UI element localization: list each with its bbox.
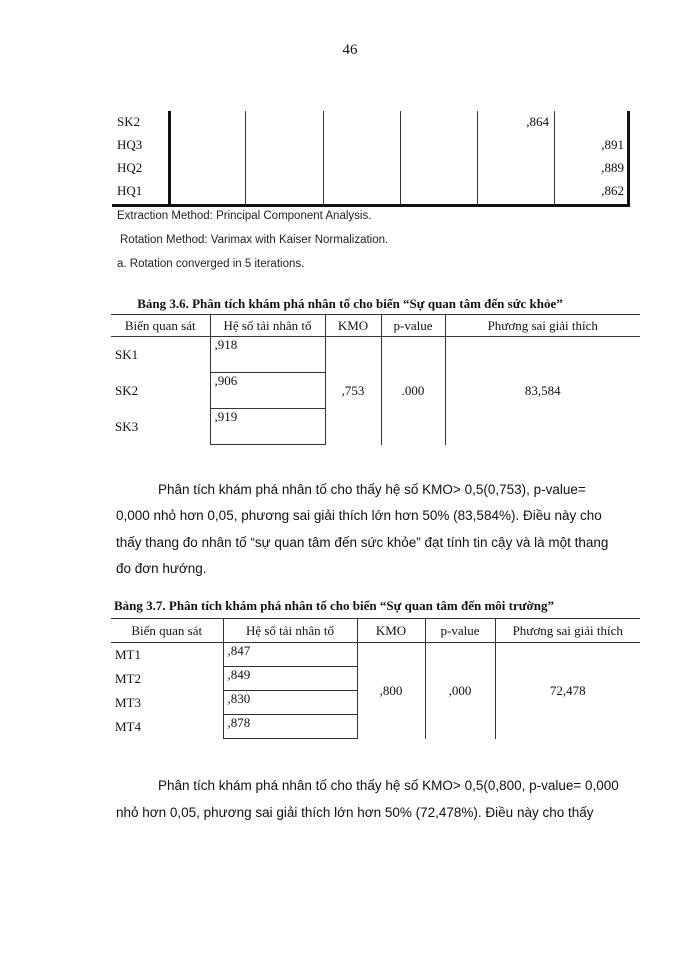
header-variance: Phương sai giải thích (495, 619, 640, 643)
pvalue-cell: ,000 (425, 643, 495, 739)
header-variance: Phương sai giải thích (445, 315, 640, 337)
variance-cell: 72,478 (495, 643, 640, 739)
matrix-gridline (554, 111, 555, 204)
matrix-row-label: HQ3 (117, 137, 143, 152)
paragraph-1-line-3: thấy thang đo nhân tố “sự quan tâm đến sức khỏe” đạt tính tin cậy và là một thang (116, 535, 609, 550)
header-loading: Hệ số tải nhân tố (223, 619, 357, 643)
matrix-value: ,889 (601, 160, 624, 175)
loading-cell: ,906 (210, 373, 325, 409)
extraction-note: Extraction Method: Principal Component Analysis. (117, 210, 372, 222)
header-kmo: KMO (357, 619, 425, 643)
variable-cell: MT1 (115, 646, 141, 662)
page-number: 46 (342, 42, 358, 58)
paragraph-1-line-2: 0,000 nhỏ hơn 0,05, phương sai giải thích lớn hơn 50% (83,584%). Điều này cho (116, 508, 602, 523)
variance-cell: 83,584 (445, 337, 640, 445)
loading-cell: ,830 (223, 691, 357, 715)
matrix-gridline (400, 111, 401, 204)
variable-cell: MT2 (115, 670, 141, 686)
matrix-divider (168, 111, 171, 207)
matrix-value: ,864 (526, 114, 549, 129)
paragraph-2-line-1: Phân tích khám phá nhân tố cho thấy hệ số KMO> 0,5(0,800, p-value= 0,000 (158, 778, 619, 793)
header-variable: Biến quan sát (111, 619, 223, 643)
loading-cell: ,878 (223, 715, 357, 739)
matrix-right-border (627, 111, 630, 207)
matrix-gridline (323, 111, 324, 204)
rotated-component-matrix (112, 111, 630, 207)
converged-note: a. Rotation converged in 5 iterations. (117, 258, 305, 270)
variable-cell: SK2 (115, 382, 139, 398)
matrix-row-label: HQ2 (117, 160, 143, 175)
matrix-row-label: SK2 (117, 114, 141, 129)
variable-cell: MT4 (115, 718, 141, 734)
matrix-gridline (245, 111, 246, 204)
variable-cell: MT3 (115, 694, 141, 710)
variable-cell: SK1 (115, 346, 139, 362)
loading-cell: ,849 (223, 667, 357, 691)
paragraph-1-line-4: đo đơn hướng. (116, 561, 207, 576)
loading-cell: ,847 (223, 643, 357, 667)
matrix-value: ,862 (601, 183, 624, 198)
loading-cell: ,919 (210, 409, 325, 445)
header-variable: Biến quan sát (111, 315, 210, 337)
rotation-note: Rotation Method: Varimax with Kaiser Normalization. (120, 234, 389, 246)
table-3-6 (111, 314, 640, 445)
matrix-value: ,891 (601, 137, 624, 152)
matrix-bottom-border (112, 204, 630, 207)
paragraph-2-line-2: nhỏ hơn 0,05, phương sai giải thích lớn hơn 50% (72,478%). Điều này cho thấy (116, 805, 594, 820)
header-loading: Hệ số tải nhân tố (210, 315, 325, 337)
header-kmo: KMO (325, 315, 381, 337)
table-3-7 (111, 618, 640, 739)
loading-cell: ,918 (210, 337, 325, 373)
variable-cell: SK3 (115, 418, 139, 434)
paragraph-1-line-1: Phân tích khám phá nhân tố cho thấy hệ số KMO> 0,5(0,753), p-value= (158, 482, 586, 497)
kmo-cell: ,800 (357, 643, 425, 739)
header-pvalue: p-value (425, 619, 495, 643)
kmo-cell: ,753 (325, 337, 381, 445)
matrix-row-label: HQ1 (117, 183, 143, 198)
header-pvalue: p-value (381, 315, 445, 337)
pvalue-cell: .000 (381, 337, 445, 445)
table-3-6-caption: Bảng 3.6. Phân tích khám phá nhân tố cho biến “Sự quan tâm đến sức khỏe” (137, 296, 563, 311)
matrix-gridline (477, 111, 478, 204)
table-3-7-caption: Bảng 3.7. Phân tích khám phá nhân tố cho biến “Sự quan tâm đến môi trường” (114, 598, 554, 613)
